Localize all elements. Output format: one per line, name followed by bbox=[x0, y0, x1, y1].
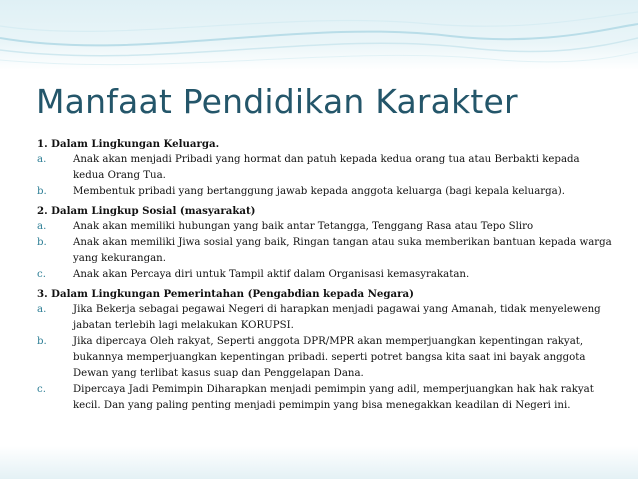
list-marker: b. bbox=[37, 186, 47, 197]
wave-decoration bbox=[0, 0, 638, 75]
section-heading: 1. Dalam Lingkungan Keluarga. bbox=[37, 138, 220, 150]
list-marker: c. bbox=[37, 384, 46, 395]
list-marker: c. bbox=[37, 269, 46, 280]
list-item-text: Membentuk pribadi yang bertanggung jawab kepada anggota keluarga (bagi kepala keluarga). bbox=[73, 186, 565, 197]
list-item bbox=[37, 382, 612, 414]
list-marker: a. bbox=[37, 221, 47, 232]
list-item bbox=[37, 184, 612, 200]
list-item bbox=[37, 152, 612, 184]
list-marker: a. bbox=[37, 154, 47, 165]
list-item-text: Jika Bekerja sebagai pegawai Negeri di harapkan menjadi pagawai yang Amanah, tidak menyeleweng jabatan terlebih lagi melakukan KORUPSI. bbox=[73, 304, 601, 331]
list-item-text: Anak akan menjadi Pribadi yang hormat dan patuh kepada kedua orang tua atau Berbakti kepada kedua Orang Tua. bbox=[73, 154, 580, 181]
list-item bbox=[37, 219, 612, 235]
list-item bbox=[37, 302, 612, 334]
list-item-text: Dipercaya Jadi Pemimpin Diharapkan menjadi pemimpin yang adil, memperjuangkan hak hak rakyat kecil. Dan yang paling penting menjadi pemimpin yang bisa menegakkan keadilan di Negeri ini. bbox=[73, 384, 594, 411]
list-marker: b. bbox=[37, 237, 47, 248]
slide-title: Manfaat Pendidikan Karakter bbox=[36, 82, 518, 121]
list-item-text: Jika dipercaya Oleh rakyat, Seperti anggota DPR/MPR akan memperjuangkan kepentingan rakyat, bukannya memperjuangkan kepentingan pribadi. seperti potret bangsa kita saat ini bayak anggota Dewan yang terlibat kasus suap dan Penggelapan Dana. bbox=[73, 336, 586, 379]
list-item-text: Anak akan Percaya diri untuk Tampil aktif dalam Organisasi kemasyrakatan. bbox=[73, 269, 470, 280]
footer-background bbox=[0, 446, 638, 479]
slide-content bbox=[37, 135, 612, 414]
section-heading: 2. Dalam Lingkup Sosial (masyarakat) bbox=[37, 205, 256, 217]
list-item bbox=[37, 267, 612, 283]
list-marker: a. bbox=[37, 304, 47, 315]
list-item bbox=[37, 235, 612, 267]
list-item-text: Anak akan memiliki Jiwa sosial yang baik, Ringan tangan atau suka memberikan bantuan kepada warga yang kekurangan. bbox=[73, 237, 612, 264]
list-item-text: Anak akan memiliki hubungan yang baik antar Tetangga, Tenggang Rasa atau Tepo Sliro bbox=[73, 221, 534, 232]
list-marker: b. bbox=[37, 336, 47, 347]
section-heading: 3. Dalam Lingkungan Pemerintahan (Pengabdian kepada Negara) bbox=[37, 288, 414, 300]
list-item bbox=[37, 334, 612, 382]
